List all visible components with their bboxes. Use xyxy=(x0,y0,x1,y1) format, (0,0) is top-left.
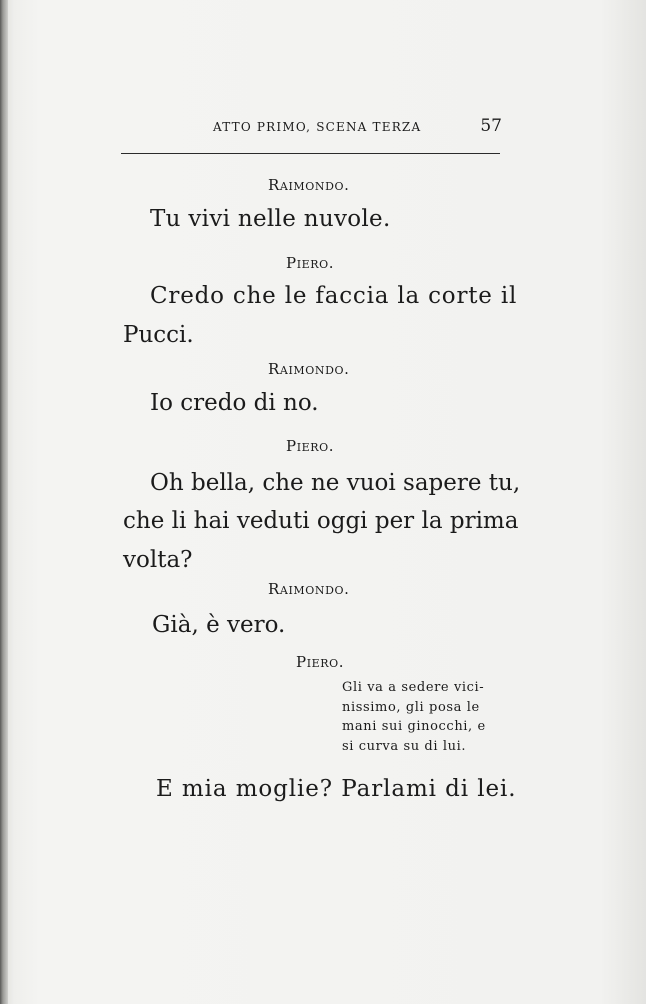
stage-direction xyxy=(342,678,514,756)
header-rule xyxy=(121,153,500,154)
speaker-name: Raimondo. xyxy=(268,580,350,598)
stage-direction-line: nissimo, gli posa le xyxy=(342,699,480,715)
speaker-name: Piero. xyxy=(286,254,335,272)
page-number: 57 xyxy=(480,116,502,136)
speaker-name: Piero. xyxy=(286,437,335,455)
book-spine-shadow xyxy=(0,0,8,1004)
dialogue-line: che li hai veduti oggi per la prima xyxy=(123,508,519,534)
speaker-name: Raimondo. xyxy=(268,176,350,194)
stage-direction-line: Gli va a sedere vici- xyxy=(342,680,485,695)
running-title: ATTO PRIMO, SCENA TERZA xyxy=(213,120,422,134)
page-header xyxy=(120,116,502,140)
dialogue-line: Già, è vero. xyxy=(152,612,286,638)
dialogue-line: volta? xyxy=(123,547,193,573)
stage-direction-line: si curva su di lui. xyxy=(342,738,467,754)
speaker-name: Piero. xyxy=(296,653,345,671)
stage-direction-line: mani sui ginocchi, e xyxy=(342,719,486,734)
dialogue-line: Credo che le faccia la corte il xyxy=(150,283,518,309)
speaker-name: Raimondo. xyxy=(268,360,350,378)
dialogue-line: Tu vivi nelle nuvole. xyxy=(150,206,391,232)
dialogue-line: E mia moglie? Parlami di lei. xyxy=(156,776,517,802)
dialogue-line: Oh bella, che ne vuoi sapere tu, xyxy=(150,470,521,496)
dialogue-line: Io credo di no. xyxy=(150,390,319,416)
dialogue-line: Pucci. xyxy=(123,322,194,348)
